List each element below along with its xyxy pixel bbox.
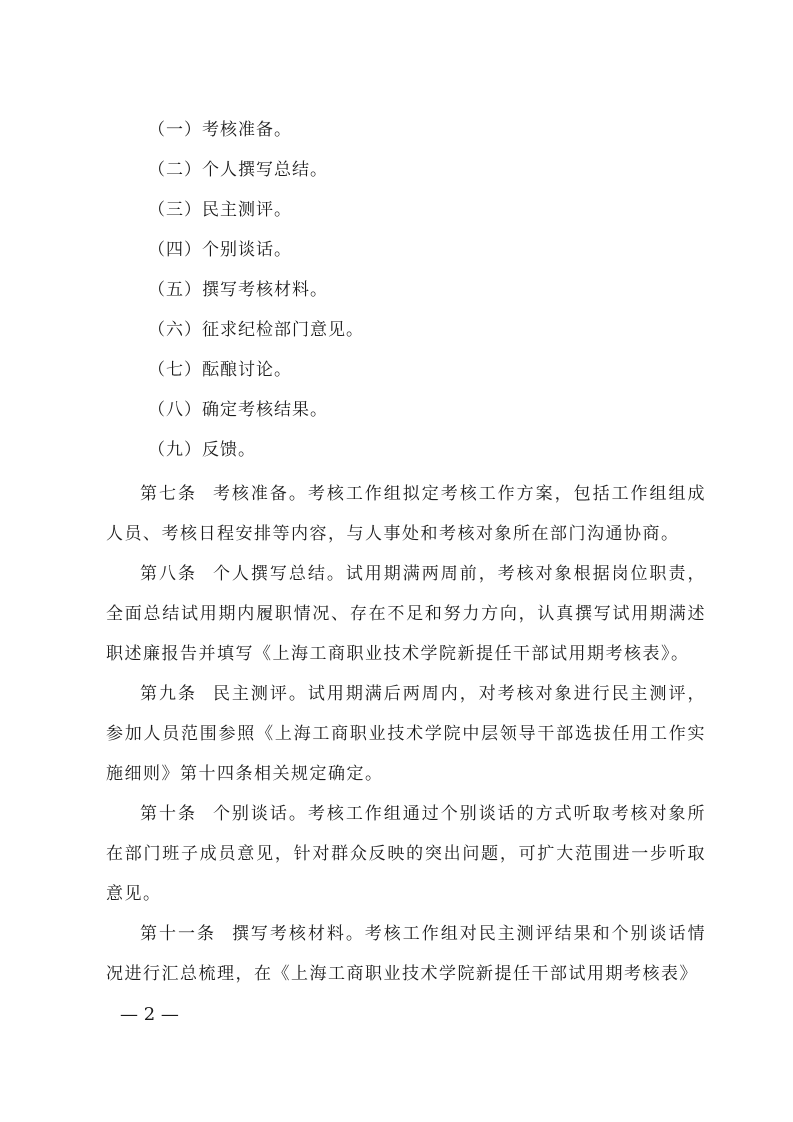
list-item: （七）酝酿讨论。 bbox=[148, 360, 292, 380]
article-body: 民主测评。试用期满后两周内，对考核对象进行民主测评，参加人员范围参照《上海工商职业技术学院中层领导干部选拔任用工作实施细则》第十四条相关规定确定。 bbox=[106, 684, 707, 784]
list-item: （一）考核准备。 bbox=[148, 120, 292, 140]
article-9 bbox=[106, 674, 706, 794]
article-body: 撰写考核材料。考核工作组对民主测评结果和个别谈话情况进行汇总梳理，在《上海工商职业技术学院新提任干部试用期考核表》 bbox=[106, 924, 707, 984]
procedure-list bbox=[148, 116, 708, 476]
article-11 bbox=[106, 914, 706, 994]
article-heading: 第九条 bbox=[140, 684, 197, 704]
article-heading: 第七条 bbox=[140, 484, 197, 504]
list-item: （四）个别谈话。 bbox=[148, 240, 292, 260]
list-item: （八）确定考核结果。 bbox=[148, 400, 328, 420]
article-heading: 第八条 bbox=[140, 564, 197, 584]
list-item: （二）个人撰写总结。 bbox=[148, 160, 328, 180]
article-body: 个人撰写总结。试用期满两周前，考核对象根据岗位职责，全面总结试用期内履职情况、存在不足和努力方向，认真撰写试用期满述职述廉报告并填写《上海工商职业技术学院新提任干部试用期考核表》。 bbox=[106, 564, 707, 664]
article-heading: 第十条 bbox=[140, 804, 197, 824]
article-10 bbox=[106, 794, 706, 914]
list-item: （九）反馈。 bbox=[148, 440, 256, 460]
page-number: — 2 — bbox=[120, 1004, 179, 1025]
list-item: （六）征求纪检部门意见。 bbox=[148, 320, 364, 340]
list-item: （三）民主测评。 bbox=[148, 200, 292, 220]
articles-section bbox=[106, 474, 706, 994]
article-8 bbox=[106, 554, 706, 674]
article-heading: 第十一条 bbox=[140, 924, 216, 944]
list-item: （五）撰写考核材料。 bbox=[148, 280, 328, 300]
article-body: 考核准备。考核工作组拟定考核工作方案，包括工作组组成人员、考核日程安排等内容，与人事处和考核对象所在部门沟通协商。 bbox=[106, 484, 707, 544]
article-body: 个别谈话。考核工作组通过个别谈话的方式听取考核对象所在部门班子成员意见，针对群众反映的突出问题，可扩大范围进一步听取意见。 bbox=[106, 804, 707, 904]
article-7 bbox=[106, 474, 706, 554]
